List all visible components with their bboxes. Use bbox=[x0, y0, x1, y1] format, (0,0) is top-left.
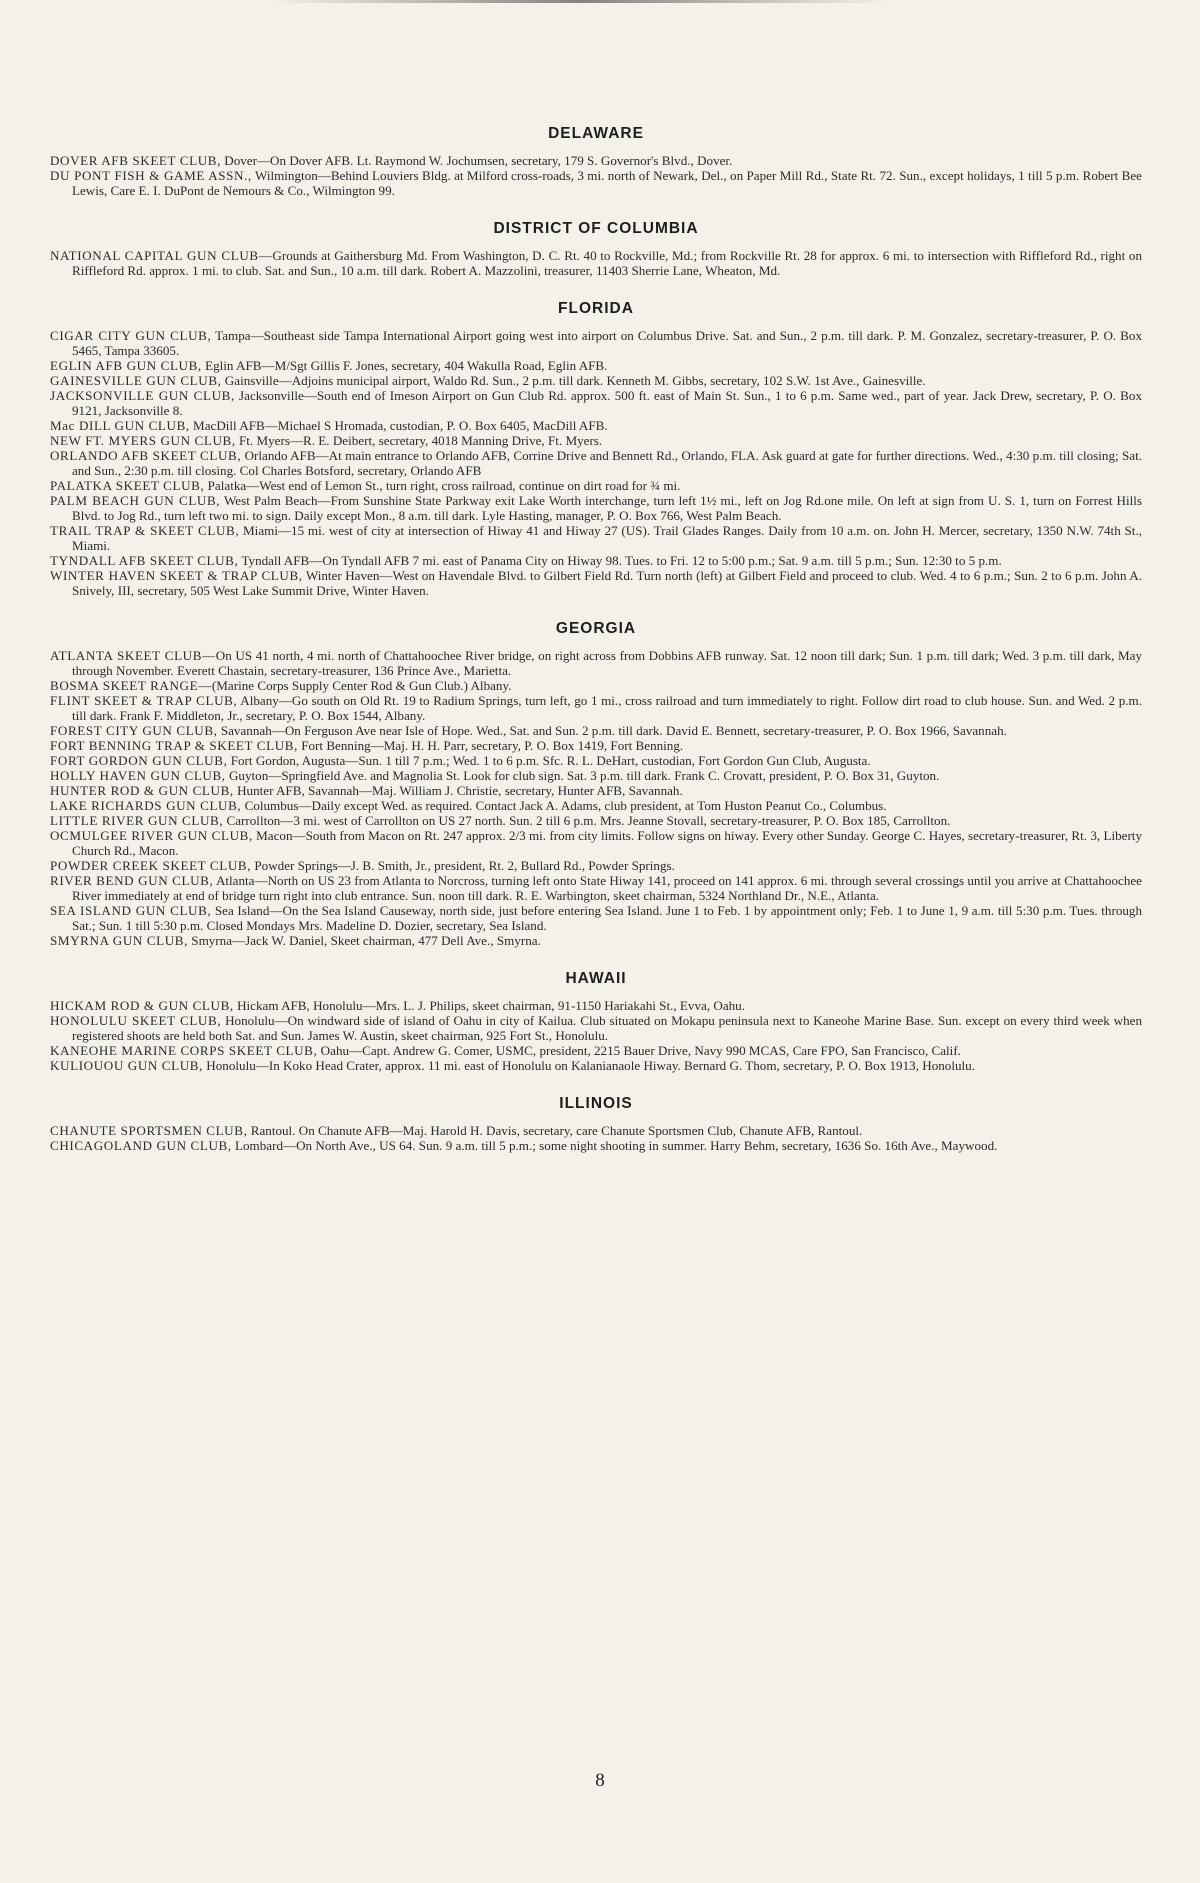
club-name: SEA ISLAND GUN CLUB, bbox=[50, 903, 212, 918]
club-name: ATLANTA SKEET CLUB— bbox=[50, 648, 216, 663]
state-heading: DELAWARE bbox=[548, 125, 644, 142]
club-name: POWDER CREEK SKEET CLUB, bbox=[50, 858, 252, 873]
club-name: FORT GORDON GUN CLUB, bbox=[50, 753, 228, 768]
club-details: On US 41 north, 4 mi. north of Chattahoochee River bridge, on right across from Dobbins AFB runway. Sat. 12 noon till dark; Sun. 1 p.m. till dark; Wed. 3 p.m. till dark, May through November. Everett Chastain, secretary-treasurer, 136 Prince Ave., Marietta. bbox=[72, 648, 1142, 678]
club-entry bbox=[50, 553, 1142, 568]
club-name: DOVER AFB SKEET CLUB, bbox=[50, 153, 221, 168]
club-name: NATIONAL CAPITAL GUN CLUB— bbox=[50, 248, 273, 263]
club-entry bbox=[50, 568, 1142, 598]
club-name: NEW FT. MYERS GUN CLUB, bbox=[50, 433, 236, 448]
club-entry bbox=[50, 723, 1142, 738]
club-entry bbox=[50, 523, 1142, 553]
club-name: EGLIN AFB GUN CLUB, bbox=[50, 358, 202, 373]
club-name: KULIOUOU GUN CLUB, bbox=[50, 1058, 204, 1073]
club-details: Oahu—Capt. Andrew G. Comer, USMC, president, 2215 Bauer Drive, Navy 990 MCAS, Care FPO, San Francisco, Calif. bbox=[317, 1043, 961, 1058]
club-details: Carrollton—3 mi. west of Carrollton on US 27 north. Sun. 2 till 6 p.m. Mrs. Jeanne Stovall, secretary-treasurer, P. O. Box 185, Carrollton. bbox=[223, 813, 951, 828]
club-details: Macon—South from Macon on Rt. 247 approx. 2/3 mi. from city limits. Follow signs on hiway. Every other Sunday. George C. Hayes, secretary-treasurer, Rt. 3, Liberty Church Rd., Macon. bbox=[72, 828, 1142, 858]
club-details: Grounds at Gaithersburg Md. From Washington, D. C. Rt. 40 to Rockville, Md.; from Rockville Rt. 28 for approx. 6 mi. to intersection with Riffleford Rd., right on Riffleford Rd. approx. 1 mi. to club. Sat. and Sun., 10 a.m. till dark. Robert A. Mazzolini, treasurer, 11403 Sherrie Lane, Wheaton, Md. bbox=[72, 248, 1142, 278]
club-details: Hickam AFB, Honolulu—Mrs. L. J. Philips, skeet chairman, 91-1150 Hariakahi St., Evva, Oahu. bbox=[233, 998, 745, 1013]
club-entry bbox=[50, 153, 1142, 168]
state-section bbox=[50, 1095, 1142, 1153]
club-name: HICKAM ROD & GUN CLUB, bbox=[50, 998, 234, 1013]
state-heading: FLORIDA bbox=[558, 300, 634, 317]
page-number: 8 bbox=[595, 1770, 605, 1791]
state-heading: GEORGIA bbox=[555, 620, 637, 637]
club-entry bbox=[50, 738, 1142, 753]
club-name: JACKSONVILLE GUN CLUB, bbox=[50, 388, 235, 403]
club-details: Tampa—Southeast side Tampa International Airport going west into airport on Columbus Drive. Sat. and Sun., 2 p.m. till dark. P. M. Gonzalez, secretary-treasurer, P. O. Box 5465, Tampa 33605. bbox=[72, 328, 1142, 358]
directory-page bbox=[50, 125, 1142, 1167]
club-details: Honolulu—In Koko Head Crater, approx. 11 mi. east of Honolulu on Kalanianaole Hiway. Bernard G. Thom, secretary, P. O. Box 1913, Honolulu. bbox=[203, 1058, 975, 1073]
club-entry bbox=[50, 903, 1142, 933]
club-details: Lombard—On North Ave., US 64. Sun. 9 a.m. till 5 p.m.; some night shooting in summer. Harry Behm, secretary, 1636 So. 16th Ave., Maywood. bbox=[231, 1138, 998, 1153]
club-name: RIVER BEND GUN CLUB, bbox=[50, 873, 214, 888]
club-entry bbox=[50, 813, 1142, 828]
club-details: Eglin AFB—M/Sgt Gillis F. Jones, secretary, 404 Wakulla Road, Eglin AFB. bbox=[201, 358, 608, 373]
club-details: Miami—15 mi. west of city at intersection of Hiway 41 and Hiway 27 (US). Trail Glades Ranges. Daily from 10 a.m. on. John H. Mercer, secretary, 1350 N.W. 74th St., Miami. bbox=[72, 523, 1142, 553]
club-entry bbox=[50, 828, 1142, 858]
club-details: Sea Island—On the Sea Island Causeway, north side, just before entering Sea Island. June 1 to Feb. 1 by appointment only; Feb. 1 to June 1, 9 a.m. till 5:30 p.m. Tues. through Sat.; Sun. 1 till 5:30 p.m. Closed Mondays Mrs. Madeline D. Dozier, secretary, Sea Island. bbox=[72, 903, 1143, 933]
club-details: Fort Gordon, Augusta—Sun. 1 till 7 p.m.; Wed. 1 to 6 p.m. Sfc. R. L. DeHart, custodian, Fort Gordon Gun Club, Augusta. bbox=[227, 753, 871, 768]
club-details: Rantoul. On Chanute AFB—Maj. Harold H. Davis, secretary, care Chanute Sportsmen Club, Chanute AFB, Rantoul. bbox=[247, 1123, 863, 1138]
club-name: WINTER HAVEN SKEET & TRAP CLUB, bbox=[50, 568, 303, 583]
club-entry bbox=[50, 693, 1142, 723]
state-section bbox=[50, 300, 1142, 598]
club-details: Jacksonville—South end of Imeson Airport on Gun Club Rd. approx. 500 ft. east of Main St. Sun., 1 to 6 p.m. Same wed., part of year. Jack Drew, secretary, P. O. Box 9121, Jacksonville 8. bbox=[72, 388, 1142, 418]
club-entry bbox=[50, 433, 1142, 448]
state-heading: ILLINOIS bbox=[559, 1095, 633, 1112]
club-entry bbox=[50, 648, 1142, 678]
club-entry bbox=[50, 678, 1142, 693]
club-details: Dover—On Dover AFB. Lt. Raymond W. Jochumsen, secretary, 179 S. Governor's Blvd., Dover. bbox=[220, 153, 733, 168]
club-entry bbox=[50, 858, 1142, 873]
club-name: FLINT SKEET & TRAP CLUB, bbox=[50, 693, 238, 708]
club-entry bbox=[50, 798, 1142, 813]
club-details: Palatka—West end of Lemon St., turn right, cross railroad, continue on dirt road for ¾ mi. bbox=[204, 478, 681, 493]
state-heading: HAWAII bbox=[565, 970, 627, 987]
club-entry bbox=[50, 753, 1142, 768]
club-entry bbox=[50, 783, 1142, 798]
club-details: Atlanta—North on US 23 from Atlanta to Norcross, turning left onto State Hiway 141, proceed on 141 approx. 6 mi. through several crossings until you arrive at Chattahoochee River immediately at end of bridge turn right into club entrance. Sun. noon till dark. R. E. Warbington, skeet chairman, 5324 Northland Dr., N.E., Atlanta. bbox=[72, 873, 1142, 903]
club-entry bbox=[50, 328, 1142, 358]
club-details: Gainsville—Adjoins municipal airport, Waldo Rd. Sun., 2 p.m. till dark. Kenneth M. Gibbs, secretary, 102 S.W. 1st Ave., Gainesville. bbox=[221, 373, 926, 388]
club-entry bbox=[50, 768, 1142, 783]
club-entry bbox=[50, 388, 1142, 418]
club-name: CIGAR CITY GUN CLUB, bbox=[50, 328, 212, 343]
club-entry bbox=[50, 448, 1142, 478]
club-details: Hunter AFB, Savannah—Maj. William J. Christie, secretary, Hunter AFB, Savannah. bbox=[233, 783, 683, 798]
club-name: CHANUTE SPORTSMEN CLUB, bbox=[50, 1123, 248, 1138]
club-details: Ft. Myers—R. E. Deibert, secretary, 4018 Manning Drive, Ft. Myers. bbox=[235, 433, 603, 448]
club-name: LAKE RICHARDS GUN CLUB, bbox=[50, 798, 242, 813]
club-entry bbox=[50, 1058, 1142, 1073]
club-details: Albany—Go south on Old Rt. 19 to Radium Springs, turn left, go 1 mi., cross railroad and turn immediately to right. Follow dirt road to club house. Sun. and Wed. 2 p.m. till dark. Frank F. Middleton, Jr., secretary, P. O. Box 1544, Albany. bbox=[72, 693, 1142, 723]
club-name: PALATKA SKEET CLUB, bbox=[50, 478, 205, 493]
club-details: Smyrna—Jack W. Daniel, Skeet chairman, 477 Dell Ave., Smyrna. bbox=[188, 933, 541, 948]
club-entry bbox=[50, 478, 1142, 493]
club-details: Guyton—Springfield Ave. and Magnolia St. Look for club sign. Sat. 3 p.m. till dark. Frank C. Crovatt, president, P. O. Box 31, Guyton. bbox=[225, 768, 940, 783]
club-name: CHICAGOLAND GUN CLUB, bbox=[50, 1138, 232, 1153]
club-entry bbox=[50, 493, 1142, 523]
club-name: FORT BENNING TRAP & SKEET CLUB, bbox=[50, 738, 298, 753]
club-entry bbox=[50, 1013, 1142, 1043]
club-details: Orlando AFB—At main entrance to Orlando AFB, Corrine Drive and Bennett Rd., Orlando, FLA. Ask guard at gate for further directions. Wed., 4:30 p.m. till closing; Sat. and Sun., 2:30 p.m. till closing. Col Charles Botsford, secretary, Orlando AFB bbox=[72, 448, 1142, 478]
state-section bbox=[50, 620, 1142, 948]
club-details: Tyndall AFB—On Tyndall AFB 7 mi. east of Panama City on Hiway 98. Tues. to Fri. 12 to 5:00 p.m.; Sat. 9 a.m. till 5 p.m.; Sun. 12:30 to 5 p.m. bbox=[238, 553, 1002, 568]
club-entry bbox=[50, 1138, 1142, 1153]
club-details: Honolulu—On windward side of island of Oahu in city of Kailua. Club situated on Mokapu peninsula next to Kaneohe Marine Base. Sun. except on every third week when registered shoots are held both Sat. and Sun. James W. Austin, skeet chairman, 925 Fort St., Honolulu. bbox=[72, 1013, 1143, 1043]
club-name: KANEOHE MARINE CORPS SKEET CLUB, bbox=[50, 1043, 318, 1058]
state-heading: DISTRICT OF COLUMBIA bbox=[493, 220, 699, 237]
club-details: Savannah—On Ferguson Ave near Isle of Hope. Wed., Sat. and Sun. 2 p.m. till dark. David E. Bennett, secretary-treasurer, P. O. Box 1966, Savannah. bbox=[217, 723, 1007, 738]
club-entry bbox=[50, 998, 1142, 1013]
club-name: LITTLE RIVER GUN CLUB, bbox=[50, 813, 224, 828]
club-entry bbox=[50, 1043, 1142, 1058]
club-details: Winter Haven—West on Havendale Blvd. to Gilbert Field Rd. Turn north (left) at Gilbert Field and proceed to club. Wed. 4 to 6 p.m.; Sun. 2 to 6 p.m. John A. Snively, III, secretary, 505 West Lake Summit Drive, Winter Haven. bbox=[72, 568, 1142, 598]
club-entry bbox=[50, 248, 1142, 278]
club-name: TRAIL TRAP & SKEET CLUB, bbox=[50, 523, 240, 538]
club-entry bbox=[50, 933, 1142, 948]
club-name: DU PONT FISH & GAME ASSN., bbox=[50, 168, 252, 183]
club-name: PALM BEACH GUN CLUB, bbox=[50, 493, 221, 508]
club-name: ORLANDO AFB SKEET CLUB, bbox=[50, 448, 242, 463]
state-section bbox=[50, 220, 1142, 278]
club-entry bbox=[50, 418, 1142, 433]
club-name: HOLLY HAVEN GUN CLUB, bbox=[50, 768, 226, 783]
club-name: HONOLULU SKEET CLUB, bbox=[50, 1013, 222, 1028]
state-section bbox=[50, 125, 1142, 198]
club-name: OCMULGEE RIVER GUN CLUB, bbox=[50, 828, 253, 843]
club-entry bbox=[50, 1123, 1142, 1138]
club-details: Wilmington—Behind Louviers Bldg. at Milford cross-roads, 3 mi. north of Newark, Del., on Paper Mill Rd., State Rt. 72. Sun., except holidays, 1 till 5 p.m. Robert Bee Lewis, Care E. I. DuPont de Nemours & Co., Wilmington 99. bbox=[72, 168, 1142, 198]
top-scan-rule bbox=[270, 0, 890, 3]
club-details: MacDill AFB—Michael S Hromada, custodian, P. O. Box 6405, MacDill AFB. bbox=[189, 418, 608, 433]
state-section bbox=[50, 970, 1142, 1073]
club-entry bbox=[50, 873, 1142, 903]
club-name: BOSMA SKEET RANGE— bbox=[50, 678, 212, 693]
club-name: Mac DILL GUN CLUB, bbox=[50, 418, 190, 433]
club-details: West Palm Beach—From Sunshine State Parkway exit Lake Worth interchange, turn left 1½ mi., left on Jog Rd.one mile. On left at sign from U. S. 1, turn on Forrest Hills Blvd. to Jog Rd., turn left two mi. to sign. Daily except Mon., 8 a.m. till dark. Lyle Hasting, manager, P. O. Box 766, West Palm Beach. bbox=[72, 493, 1142, 523]
club-name: GAINESVILLE GUN CLUB, bbox=[50, 373, 222, 388]
club-name: SMYRNA GUN CLUB, bbox=[50, 933, 189, 948]
club-details: Powder Springs—J. B. Smith, Jr., president, Rt. 2, Bullard Rd., Powder Springs. bbox=[251, 858, 675, 873]
club-name: FOREST CITY GUN CLUB, bbox=[50, 723, 218, 738]
club-entry bbox=[50, 373, 1142, 388]
club-details: Fort Benning—Maj. H. H. Parr, secretary, P. O. Box 1419, Fort Benning. bbox=[297, 738, 684, 753]
club-details: Columbus—Daily except Wed. as required. Contact Jack A. Adams, club president, at Tom Huston Peanut Co., Columbus. bbox=[241, 798, 887, 813]
club-name: TYNDALL AFB SKEET CLUB, bbox=[50, 553, 239, 568]
club-entry bbox=[50, 168, 1142, 198]
club-name: HUNTER ROD & GUN CLUB, bbox=[50, 783, 234, 798]
club-details: (Marine Corps Supply Center Rod & Gun Club.) Albany. bbox=[211, 678, 512, 693]
club-entry bbox=[50, 358, 1142, 373]
